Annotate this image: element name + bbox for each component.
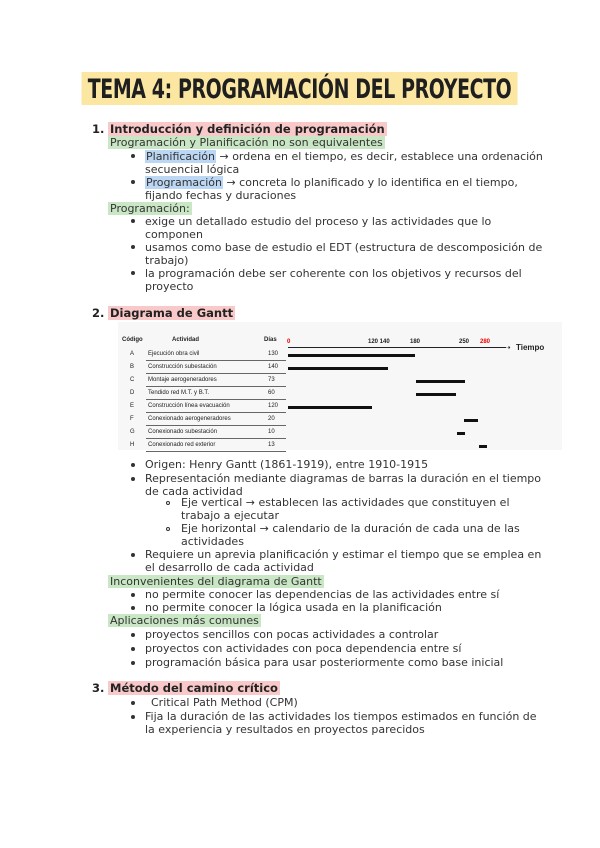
s2-vertical-axis: Eje vertical → establecen las actividades que constituyen el (181, 496, 510, 509)
gantt-axis-tick-280: 280 (480, 339, 491, 345)
s1-bullet-2-cont: fijando fechas y duraciones (145, 189, 297, 202)
bullet (131, 553, 135, 557)
s1-subheading-1-text: Programación y Planificación no son equivalentes (110, 136, 383, 149)
s1-point-1-cont: componen (145, 228, 203, 241)
sub-bullet (166, 501, 170, 505)
s3-duration-cont: la experiencia y resultados en proyectos parecidos (145, 723, 425, 736)
s1-point-1: exige un detallado estudio del proceso y las actividades que lo (145, 215, 492, 228)
gantt-row-activity: Conexionado red exterior (148, 442, 216, 448)
section-2-number: 2. (92, 306, 105, 320)
s1-bullet-2 (145, 176, 518, 189)
gantt-axis-tick-0: 0 (287, 339, 291, 345)
gantt-row-code: F (130, 416, 134, 422)
s1-bullet-1-text: → ordena en el tiempo, es decir, establece una ordenación (215, 150, 543, 163)
gantt-bar (464, 419, 478, 422)
bullet (131, 633, 135, 637)
gantt-row-code: D (130, 390, 135, 396)
section-3-heading-text: Método del camino crítico (110, 681, 278, 695)
gantt-col-days: Días (264, 337, 277, 343)
bullet (131, 701, 135, 705)
gantt-row-days: 10 (268, 429, 275, 435)
gantt-row-days: 73 (268, 377, 275, 383)
gantt-row-divider (146, 399, 286, 400)
bullet (131, 647, 135, 651)
s2-horizontal-axis-cont: actividades (181, 535, 244, 548)
section-2-heading (108, 306, 235, 320)
gantt-row-code: G (130, 429, 135, 435)
s2-requirement: Requiere un aprevia planificación y estimar el tiempo que se emplea en (145, 548, 542, 561)
gantt-bar (288, 367, 388, 370)
s2-requirement-cont: el desarrollo de cada actividad (145, 561, 314, 574)
s1-subheading-1 (108, 136, 385, 149)
gantt-time-axis (288, 347, 506, 348)
s2-horizontal-axis: Eje horizontal → calendario de la duración de cada una de las (181, 522, 520, 535)
s1-bullet-2-text: → concreta lo planificado y lo identifica en el tiempo, (222, 176, 518, 189)
gantt-row-days: 130 (268, 351, 279, 357)
s2-application-3: programación básica para usar posteriormente como base inicial (145, 656, 504, 669)
s1-point-3-cont: proyecto (145, 280, 194, 293)
s1-bullet-1-cont: secuencial lógica (145, 163, 240, 176)
gantt-bar (457, 432, 465, 435)
gantt-row-days: 60 (268, 390, 275, 396)
s1-bullet-1 (145, 150, 543, 163)
s2-drawbacks-heading (108, 575, 324, 588)
gantt-row-divider (146, 425, 286, 426)
gantt-bar (288, 406, 372, 409)
s2-applications-heading-text: Aplicaciones más comunes (110, 614, 259, 627)
gantt-axis-label: Tiempo (516, 343, 545, 352)
bullet (131, 154, 135, 158)
s2-drawbacks-heading-text: Inconvenientes del diagrama de Gantt (110, 575, 322, 588)
bullet (131, 245, 135, 249)
section-3-heading (108, 681, 280, 695)
term-programacion: Programación (146, 176, 222, 189)
gantt-row-activity: Construcción línea evacuación (148, 403, 230, 409)
gantt-row-activity: Conexionado subestación (148, 429, 218, 435)
gantt-axis-tick-180: 180 (410, 339, 421, 345)
bullet (131, 715, 135, 719)
bullet (131, 219, 135, 223)
section-3-number: 3. (92, 681, 105, 695)
gantt-bar (288, 354, 415, 357)
gantt-row-days: 13 (268, 442, 275, 448)
gantt-axis-tick-250: 250 (459, 339, 470, 345)
bullet (131, 661, 135, 665)
gantt-row-days: 120 (268, 403, 279, 409)
gantt-row-activity: Tendido red M.T. y B.T. (148, 390, 210, 396)
gantt-row-divider (146, 386, 286, 387)
s2-representation: Representación mediante diagramas de barras la duración en el tiempo (145, 472, 542, 485)
s1-subheading-2 (108, 202, 192, 215)
gantt-row-days: 140 (268, 364, 279, 370)
s2-application-2: proyectos con actividades con poca dependencia entre sí (145, 642, 462, 655)
gantt-bar (479, 445, 487, 448)
gantt-chart (118, 322, 562, 450)
gantt-row-divider (146, 412, 286, 413)
section-1-heading-text: Introducción y definición de programación (110, 122, 385, 136)
title-container (0, 72, 600, 105)
section-2-heading-text: Diagrama de Gantt (110, 306, 234, 320)
bullet (131, 606, 135, 610)
sub-bullet (166, 527, 170, 531)
bullet (131, 180, 135, 184)
section-1-heading (108, 122, 387, 136)
s1-subheading-2-text: Programación: (110, 202, 190, 215)
s2-representation-cont: de cada actividad (145, 485, 243, 498)
gantt-row-code: A (130, 351, 135, 357)
gantt-row-code: E (130, 403, 135, 409)
gantt-bar (416, 393, 456, 396)
gantt-row-divider (146, 451, 286, 452)
s1-point-2: usamos como base de estudio el EDT (estructura de descomposición de (145, 241, 543, 254)
term-planificacion: Planificación (146, 150, 215, 163)
bullet (131, 271, 135, 275)
gantt-row-divider (146, 360, 286, 361)
section-1-number: 1. (92, 122, 105, 136)
gantt-row-activity: Ejecución obra civil (148, 351, 200, 357)
gantt-row-activity: Montaje aerogeneradores (148, 377, 217, 383)
s1-point-2-cont: trabajo) (145, 254, 189, 267)
gantt-row-activity: Conexionado aerogeneradores (148, 416, 231, 422)
gantt-row-activity: Construcción subestación (148, 364, 217, 370)
bullet (131, 477, 135, 481)
s2-drawback-2: no permite conocer la lógica usada en la planificación (145, 601, 442, 614)
gantt-row-divider (146, 373, 286, 374)
gantt-row-code: B (130, 364, 135, 370)
gantt-col-activity: Actividad (172, 337, 200, 343)
s2-vertical-axis-cont: trabajo a ejecutar (181, 509, 280, 522)
bullet (131, 463, 135, 467)
gantt-row-code: H (130, 442, 135, 448)
gantt-axis-tick-120-140: 120 140 (368, 339, 390, 345)
page-title: TEMA 4: PROGRAMACIÓN DEL PROYECTO (82, 72, 518, 105)
s2-applications-heading (108, 614, 261, 627)
gantt-col-code: Código (122, 337, 143, 343)
gantt-bar (416, 380, 465, 383)
s2-application-1: proyectos sencillos con pocas actividades a controlar (145, 628, 439, 641)
s2-drawback-1: no permite conocer las dependencias de las actividades entre sí (145, 588, 500, 601)
gantt-row-divider (146, 438, 286, 439)
s3-cpm: Critical Path Method (CPM) (151, 696, 298, 709)
gantt-row-days: 20 (268, 416, 275, 422)
gantt-axis-arrow: ➝ (504, 343, 511, 352)
s1-point-3: la programación debe ser coherente con los objetivos y recursos del (145, 267, 522, 280)
gantt-row-code: C (130, 377, 135, 383)
bullet (131, 593, 135, 597)
s2-origin: Origen: Henry Gantt (1861-1919), entre 1910-1915 (145, 458, 429, 471)
s3-duration: Fija la duración de las actividades los tiempos estimados en función de (145, 710, 537, 723)
